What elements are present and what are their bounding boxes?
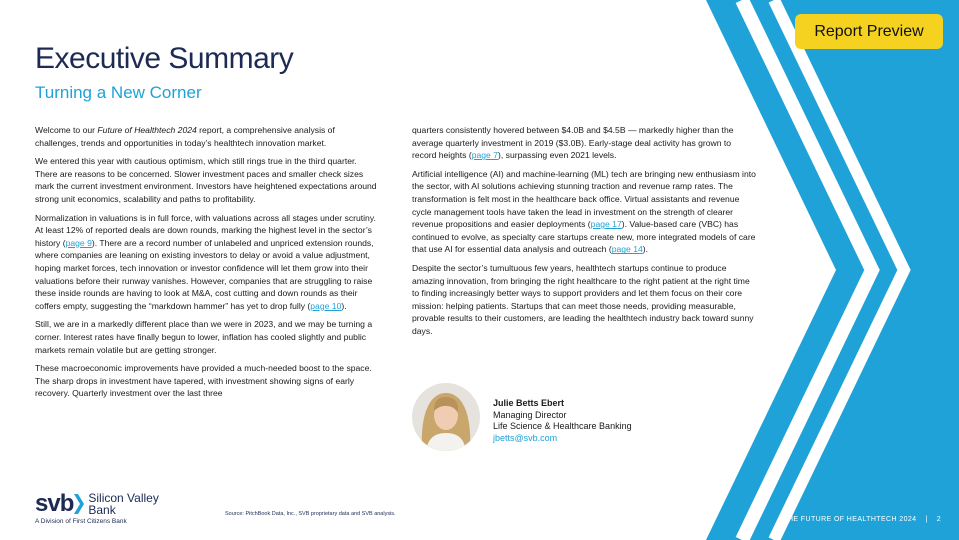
- paragraph-ai: Artificial intelligence (AI) and machine-learning (ML) tech are bringing new enthusiasm into the sector, with AI solutions achieving stunning traction and revenue ramp rates. The transformation is felt most in the healthcare back office. Virtual assistants and revenue cycle management tools have taken the lead in investment on the strength of clearer revenue propositions and easier deployments (page 17). Value-based care (VBC) has continued to evolve, as specialty care startups create new, more integrated models of care that use AI for essential data analysis and outreach (page 14).: [412, 168, 756, 255]
- page-subtitle: Turning a New Corner: [35, 83, 202, 102]
- paragraph-optimism: We entered this year with cautious optimism, which still rings true in the third quarter. There are reasons to be concerned. Slower investment paces and smaller check sizes mark the current investment environment. Investors have heightened expectations around strong unit economics, scalability and paths to profitability.: [35, 156, 377, 204]
- logo-wordmark: svb: [35, 490, 74, 517]
- contact-name: Julie Betts Ebert: [493, 398, 565, 408]
- logo-bank-name: Silicon Valley Bank: [88, 491, 159, 517]
- paragraph-quarters: quarters consistently hovered between $4.0B and $4.5B — markedly higher than the average quarterly investment in 2019 ($3.0B). Early-stage deal activity has grown to record heights (page 7), surpassing even 2021 levels.: [412, 125, 734, 161]
- body-column-right: [412, 124, 757, 344]
- contact-role: Managing Director: [493, 409, 567, 420]
- page-number: 2: [936, 516, 941, 523]
- paragraph-macro: These macroeconomic improvements have provided a much-needed boost to the space. The sharp drops in investment have tapered, with investment showing signs of early recovery. Quarterly investment over the last three: [35, 363, 372, 399]
- paragraph-despite: Despite the sector’s tumultuous few years, healthtech startups continue to produce amazing innovation, from bringing the right healthcare to the right patient at the right time to finding increasingly better ways to support providers and let them focus on their core mission: helping patients. Startups that can meet those needs, providing measurable, provable results to their customers, are leading the healthtech industry back toward sunny days.: [412, 262, 754, 336]
- report-preview-button[interactable]: Report Preview: [795, 14, 943, 49]
- contact-email-link[interactable]: jbetts@svb.com: [493, 432, 558, 443]
- page-14-link[interactable]: page 14: [611, 244, 643, 255]
- paragraph-turning-corner: Still, we are in a markedly different place than we were in 2023, and we may be turning a corner. Interest rates have finally begun to lower, inflation has cooled slightly and public markets remain volatile but are getting stronger.: [35, 319, 373, 355]
- body-column-left: [35, 124, 377, 406]
- page-9-link[interactable]: page 9: [65, 237, 92, 248]
- page-footer: [783, 516, 941, 523]
- paragraph-valuations: Normalization in valuations is in full force, with valuations across all stages under scrutiny. At least 12% of reported deals are down rounds, marking the highest level in the sector’s history (page 9). There are a record number of unlabeled and unpriced extension rounds, where companies are leaning on existing investors to delay or avoid a value adjustment, hoping market forces, tech innovation or investor confidence will let them grow into their valuations before their runway vanishes. However, companies that are struggling to raise these inside rounds are having to look at M&A, cost cutting and down rounds as their coffers empty, suggesting the “markdown hammer” has yet to drop fully (page 10).: [35, 212, 376, 311]
- contact-card: [493, 398, 632, 444]
- page-17-link[interactable]: page 17: [590, 219, 622, 230]
- page-title: Executive Summary: [35, 42, 294, 75]
- source-note: Source: PitchBook Data, Inc., SVB proprietary data and SVB analysis.: [225, 511, 396, 517]
- logo-division-text: A Division of First Citizens Bank: [35, 518, 127, 525]
- footer-separator: |: [925, 516, 928, 523]
- footer-report-title: THE FUTURE OF HEALTHTECH 2024: [783, 516, 917, 523]
- contact-team: Life Science & Healthcare Banking: [493, 421, 632, 431]
- paragraph-welcome: Welcome to our Future of Healthtech 2024 report, a comprehensive analysis of challenges, trends and opportunities in today’s healthtech innovation market.: [35, 125, 335, 148]
- chevron-right-icon: [74, 494, 84, 514]
- page-10-link[interactable]: page 10: [310, 300, 342, 311]
- report-name: Future of Healthtech 2024: [97, 125, 197, 135]
- page-7-link[interactable]: page 7: [471, 150, 499, 161]
- svb-logo: [35, 490, 159, 518]
- avatar: [412, 383, 480, 451]
